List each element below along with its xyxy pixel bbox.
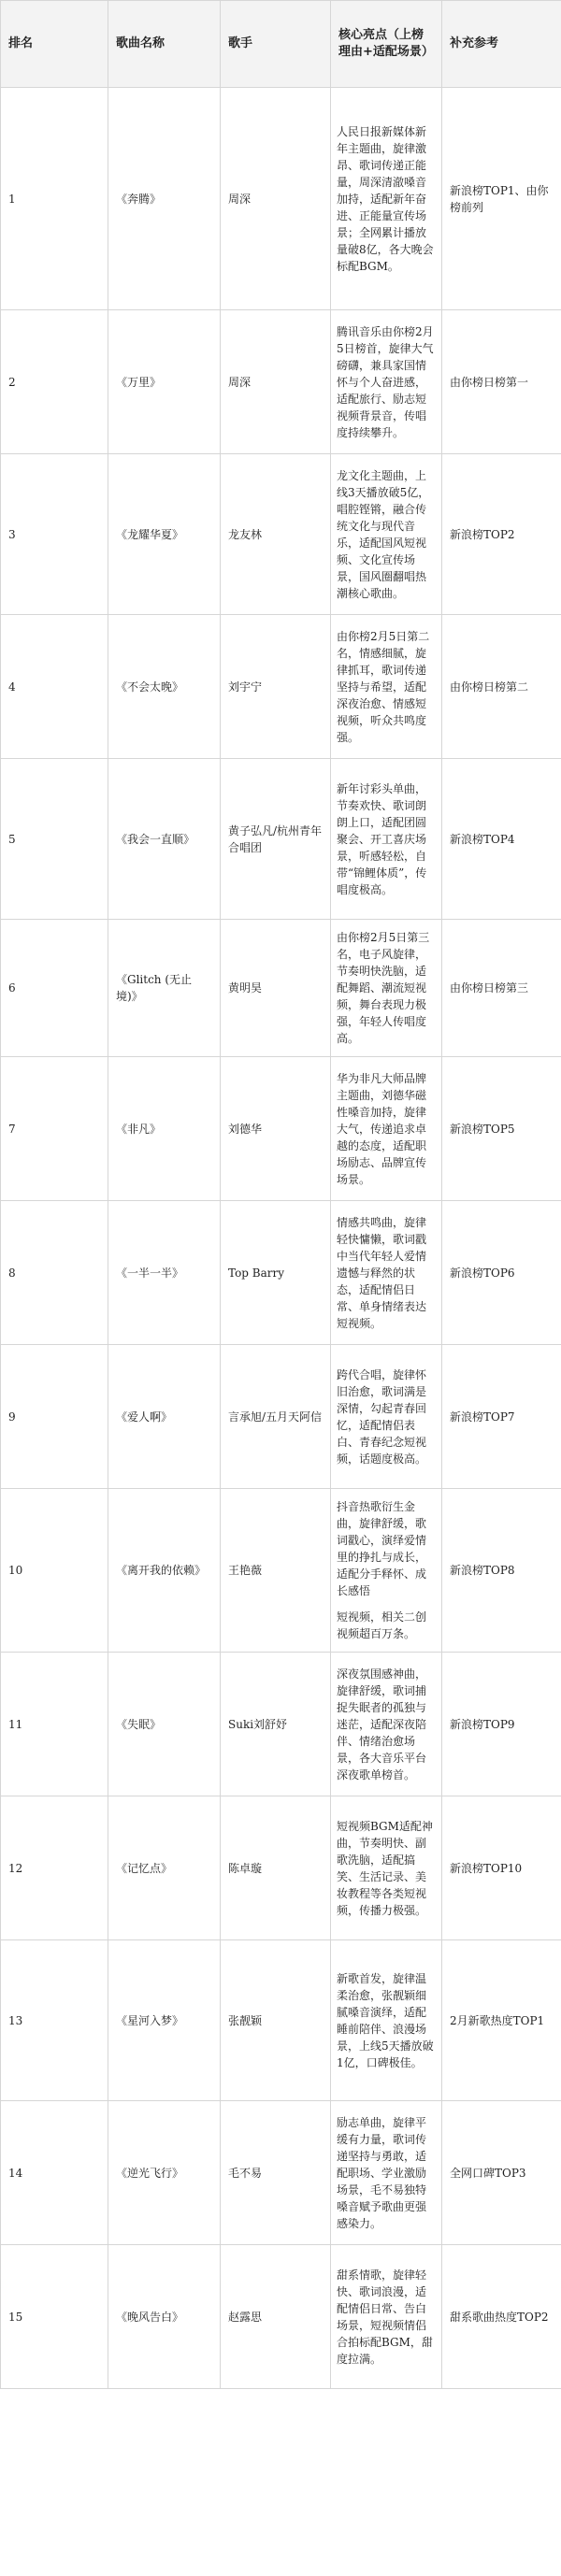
highlight-cell bbox=[331, 2245, 442, 2389]
table-header-row bbox=[1, 1, 561, 88]
highlight-paragraph: 人民日报新媒体新年主题曲，旋律激昂、歌词传递正能量，周深清澈嗓音加持，适配新年奋进、正能量宣传场景；全网累计播放量破8亿，各大晚会标配BGM。 bbox=[337, 124, 434, 273]
highlight-cell bbox=[331, 1653, 442, 1796]
highlight-paragraph: 由你榜2月5日第三名，电子风旋律，节奏明快洗脑，适配舞蹈、潮流短视频，舞台表现力极强，年轻人传唱度高。 bbox=[337, 931, 430, 1045]
artist-cell: 黄子弘凡/杭州青年合唱团 bbox=[221, 759, 331, 920]
rank-cell: 15 bbox=[1, 2245, 108, 2389]
artist-cell: 黄明昊 bbox=[221, 920, 331, 1057]
highlight-paragraph: 腾讯音乐由你榜2月5日榜首，旋律大气磅礴，兼具家国情怀与个人奋进感，适配旅行、励志短视频背景音，传唱度持续攀升。 bbox=[337, 324, 434, 439]
header-song: 歌曲名称 bbox=[108, 1, 221, 88]
highlight-cell bbox=[331, 1201, 442, 1345]
artist-cell: 张靓颖 bbox=[221, 1940, 331, 2101]
note-cell: 2月新歌热度TOP1 bbox=[442, 1940, 561, 2101]
highlight-cell bbox=[331, 1057, 442, 1201]
table-row bbox=[1, 1796, 561, 1940]
song-title-cell: 《晚风告白》 bbox=[108, 2245, 221, 2389]
song-title-cell: 《一半一半》 bbox=[108, 1201, 221, 1345]
highlight-cell bbox=[331, 454, 442, 615]
table-row bbox=[1, 759, 561, 920]
table-row bbox=[1, 2245, 561, 2389]
rank-cell: 5 bbox=[1, 759, 108, 920]
song-title-cell: 《逆光飞行》 bbox=[108, 2101, 221, 2245]
note-cell: 新浪榜TOP10 bbox=[442, 1796, 561, 1940]
table-row bbox=[1, 310, 561, 454]
rank-cell: 10 bbox=[1, 1489, 108, 1653]
table-row bbox=[1, 454, 561, 615]
highlight-paragraph: 由你榜2月5日第二名，情感细腻，旋律抓耳，歌词传递坚持与希望，适配深夜治愈、情感短视频，听众共鸣度强。 bbox=[337, 629, 430, 744]
highlight-cell bbox=[331, 1345, 442, 1489]
song-title-cell: 《离开我的依赖》 bbox=[108, 1489, 221, 1653]
highlight-paragraph: 抖音热歌衍生金曲，旋律舒缓，歌词戳心，演绎爱情里的挣扎与成长，适配分手释怀、成长感悟 bbox=[337, 1500, 427, 1597]
rank-cell: 11 bbox=[1, 1653, 108, 1796]
rank-cell: 3 bbox=[1, 454, 108, 615]
song-title-cell: 《星河入梦》 bbox=[108, 1940, 221, 2101]
note-cell: 新浪榜TOP2 bbox=[442, 454, 561, 615]
artist-cell: 王艳薇 bbox=[221, 1489, 331, 1653]
note-cell: 新浪榜TOP5 bbox=[442, 1057, 561, 1201]
song-title-cell: 《Glitch (无止境)》 bbox=[108, 920, 221, 1057]
highlight-paragraph: 短视频，相关二创视频超百万条。 bbox=[337, 1610, 427, 1640]
artist-cell: Top Barry bbox=[221, 1201, 331, 1345]
header-highlight: 核心亮点（上榜理由+适配场景） bbox=[331, 1, 442, 88]
rank-cell: 8 bbox=[1, 1201, 108, 1345]
table-row bbox=[1, 1201, 561, 1345]
rank-cell: 9 bbox=[1, 1345, 108, 1489]
song-title-cell: 《爱人啊》 bbox=[108, 1345, 221, 1489]
header-rank: 排名 bbox=[1, 1, 108, 88]
header-note: 补充参考 bbox=[442, 1, 561, 88]
highlight-cell bbox=[331, 1796, 442, 1940]
table-row bbox=[1, 1653, 561, 1796]
table-row bbox=[1, 615, 561, 759]
rank-cell: 1 bbox=[1, 88, 108, 310]
table-row bbox=[1, 920, 561, 1057]
rank-cell: 6 bbox=[1, 920, 108, 1057]
song-title-cell: 《我会一直顺》 bbox=[108, 759, 221, 920]
highlight-cell bbox=[331, 615, 442, 759]
highlight-paragraph: 甜系情歌，旋律轻快、歌词浪漫，适配情侣日常、告白场景，短视频情侣合拍标配BGM，甜度拉满。 bbox=[337, 2268, 433, 2366]
note-cell: 新浪榜TOP9 bbox=[442, 1653, 561, 1796]
note-cell: 新浪榜TOP4 bbox=[442, 759, 561, 920]
note-cell: 新浪榜TOP8 bbox=[442, 1489, 561, 1653]
highlight-cell bbox=[331, 2101, 442, 2245]
highlight-cell bbox=[331, 310, 442, 454]
artist-cell: 赵露思 bbox=[221, 2245, 331, 2389]
song-title-cell: 《非凡》 bbox=[108, 1057, 221, 1201]
artist-cell: 言承旭/五月天阿信 bbox=[221, 1345, 331, 1489]
artist-cell: 陈卓璇 bbox=[221, 1796, 331, 1940]
artist-cell: 龙友林 bbox=[221, 454, 331, 615]
song-title-cell: 《龙耀华夏》 bbox=[108, 454, 221, 615]
note-cell: 新浪榜TOP6 bbox=[442, 1201, 561, 1345]
header-artist: 歌手 bbox=[221, 1, 331, 88]
highlight-paragraph: 新年讨彩头单曲，节奏欢快、歌词朗朗上口，适配团圆聚会、开工喜庆场景，听感轻松，自带“锦鲤体质”，传唱度极高。 bbox=[337, 781, 427, 896]
highlight-cell bbox=[331, 920, 442, 1057]
rank-cell: 12 bbox=[1, 1796, 108, 1940]
artist-cell: 毛不易 bbox=[221, 2101, 331, 2245]
highlight-cell bbox=[331, 759, 442, 920]
note-cell: 全网口碑TOP3 bbox=[442, 2101, 561, 2245]
highlight-paragraph: 龙文化主题曲，上线3天播放破5亿，唱腔铿锵，融合传统文化与现代音乐，适配国风短视频、文化宣传场景，国风圈翻唱热潮核心歌曲。 bbox=[337, 468, 430, 600]
song-title-cell: 《万里》 bbox=[108, 310, 221, 454]
artist-cell: 周深 bbox=[221, 88, 331, 310]
note-cell: 由你榜日榜第二 bbox=[442, 615, 561, 759]
artist-cell: 刘宇宁 bbox=[221, 615, 331, 759]
note-cell: 由你榜日榜第三 bbox=[442, 920, 561, 1057]
artist-cell: Suki刘舒妤 bbox=[221, 1653, 331, 1796]
note-cell: 由你榜日榜第一 bbox=[442, 310, 561, 454]
rank-cell: 7 bbox=[1, 1057, 108, 1201]
highlight-cell bbox=[331, 88, 442, 310]
rank-cell: 2 bbox=[1, 310, 108, 454]
rank-cell: 14 bbox=[1, 2101, 108, 2245]
table-row bbox=[1, 1489, 561, 1653]
note-cell: 新浪榜TOP7 bbox=[442, 1345, 561, 1489]
table-body bbox=[1, 88, 561, 2389]
highlight-cell bbox=[331, 1489, 442, 1653]
highlight-paragraph: 励志单曲，旋律平缓有力量，歌词传递坚持与勇敢，适配职场、学业激励场景，毛不易独特嗓音赋予歌曲更强感染力。 bbox=[337, 2115, 427, 2230]
rank-cell: 4 bbox=[1, 615, 108, 759]
table-row bbox=[1, 88, 561, 310]
song-title-cell: 《不会太晚》 bbox=[108, 615, 221, 759]
table-row bbox=[1, 1345, 561, 1489]
highlight-paragraph: 深夜氛围感神曲，旋律舒缓，歌词捕捉失眠者的孤独与迷茫，适配深夜陪伴、情绪治愈场景，各大音乐平台深夜歌单榜首。 bbox=[337, 1667, 427, 1782]
table-row bbox=[1, 1940, 561, 2101]
song-title-cell: 《记忆点》 bbox=[108, 1796, 221, 1940]
rank-cell: 13 bbox=[1, 1940, 108, 2101]
highlight-paragraph: 短视频BGM适配神曲，节奏明快、副歌洗脑，适配搞笑、生活记录、美妆教程等各类短视频，传播力极强。 bbox=[337, 1819, 433, 1917]
song-title-cell: 《奔腾》 bbox=[108, 88, 221, 310]
highlight-paragraph: 新歌首发，旋律温柔治愈，张靓颖细腻嗓音演绎，适配睡前陪伴、浪漫场景，上线5天播放破1亿，口碑极佳。 bbox=[337, 1971, 434, 2069]
highlight-cell bbox=[331, 1940, 442, 2101]
song-title-cell: 《失眠》 bbox=[108, 1653, 221, 1796]
highlight-paragraph: 跨代合唱，旋律怀旧治愈，歌词满是深情，勾起青春回忆，适配情侣表白、青春纪念短视频，话题度极高。 bbox=[337, 1367, 427, 1466]
highlight-paragraph: 华为非凡大师品牌主题曲，刘德华磁性嗓音加持，旋律大气，传递追求卓越的态度，适配职场励志、品牌宣传场景。 bbox=[337, 1071, 427, 1186]
highlight-paragraph: 情感共鸣曲，旋律轻快慵懒，歌词戳中当代年轻人爱情遗憾与释然的状态，适配情侣日常、单身情绪表达短视频。 bbox=[337, 1215, 427, 1330]
artist-cell: 周深 bbox=[221, 310, 331, 454]
note-cell: 甜系歌曲热度TOP2 bbox=[442, 2245, 561, 2389]
table-row bbox=[1, 2101, 561, 2245]
table-row bbox=[1, 1057, 561, 1201]
note-cell: 新浪榜TOP1、由你榜前列 bbox=[442, 88, 561, 310]
artist-cell: 刘德华 bbox=[221, 1057, 331, 1201]
